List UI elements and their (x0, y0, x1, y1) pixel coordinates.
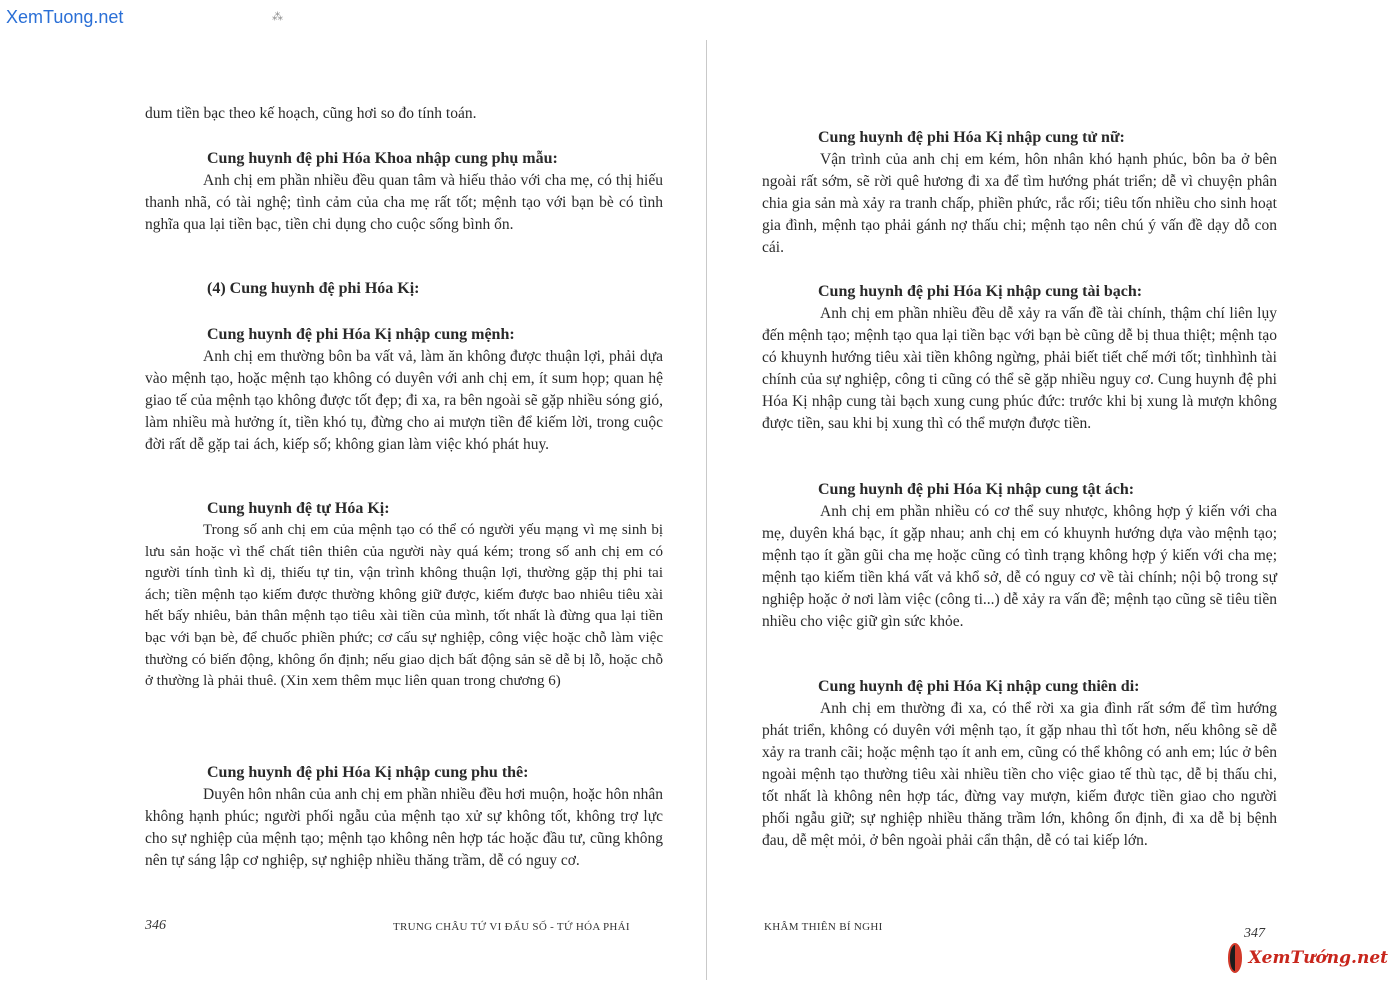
left-page-number: 346 (145, 918, 166, 933)
right-section-1-body: Vận trình của anh chị em kém, hôn nhân khó hạnh phúc, bôn ba ở bên ngoài rất sớm, sẽ rời quê hương đi xa để tìm hướng phát triển; dễ vì chuyện phân chia gia sản mà xảy ra tranh chấp, phiền phức, rắc rối; tiêu tốn nhiều cho sinh hoạt gia đình, mệnh tạo phải gánh nợ thấu chi; mệnh tạo nên chú ý vấn đề dạy dỗ con cái. (762, 151, 1277, 256)
right-section-1-heading: Cung huynh đệ phi Hóa Kị nhập cung tử nữ: (818, 129, 1125, 146)
left-section-2-heading: (4) Cung huynh đệ phi Hóa Kị: (207, 280, 420, 297)
left-section-5-heading: Cung huynh đệ phi Hóa Kị nhập cung phu thê: (207, 764, 529, 781)
right-section-2-body: Anh chị em phần nhiều đều dễ xảy ra vấn đề tài chính, thậm chí liên lụy đến mệnh tạo; mệnh tạo qua lại tiền bạc với bạn bè cũng dễ bị thua thiệt; mệnh tạo có khuynh hướng tiêu xài tiền không ngừng, phải biết tiết chế mới tốt; tìnhhình tài chính của sự nghiệp, công ti cũng có thể sẽ gặp nhiều nguy cơ. Cung huynh đệ phi Hóa Kị nhập cung tài bạch xung cung phúc đức: trước khi bị xung là mượn không được tiền, sau khi bị xung thì có thể mượn được tiền. (762, 305, 1277, 432)
site-watermark[interactable]: XemTuong.net (6, 7, 124, 27)
left-top-line: dum tiền bạc theo kế hoạch, cũng hơi so đo tính toán. (145, 105, 477, 122)
page-fold-divider (706, 40, 707, 980)
left-section-1-body: Anh chị em phần nhiều đều quan tâm và hiếu thảo với cha mẹ, có thị hiếu thanh nhã, có tài nghệ; tình cảm của cha mẹ rất tốt; mệnh tạo với bạn bè có tình nghĩa qua lại tiền bạc, tiền chi dụng cho cuộc sống bình ổn. (145, 172, 663, 233)
site-logo[interactable] (1228, 936, 1388, 980)
right-section-4-heading: Cung huynh đệ phi Hóa Kị nhập cung thiên di: (818, 678, 1140, 695)
left-section-3-heading: Cung huynh đệ phi Hóa Kị nhập cung mệnh: (207, 326, 515, 343)
left-section-4-heading: Cung huynh đệ tự Hóa Kị: (207, 500, 390, 517)
right-section-3-heading: Cung huynh đệ phi Hóa Kị nhập cung tật ách: (818, 481, 1135, 498)
right-section-4-body: Anh chị em thường đi xa, có thể rời xa gia đình rất sớm để tìm hướng phát triển, không có duyên với mệnh tạo, ít gặp nhau thì tốt hơn, nếu không sẽ dễ xảy ra tranh cãi; hoặc mệnh tạo ít anh em, cũng có thể không có anh em; lúc ở bên ngoài mệnh tạo thường tiêu xài nhiều tiền cho việc giao tế thù tạc, dễ bị thấu chi, tốt nhất là không nên hợp tác, đừng vay mượn, kiếm được tiền giao cho người phối ngẫu giữ; sự nghiệp nhiều thăng trầm lớn, không ổn định, đi xa dễ bị bệnh đau, dễ mệt mỏi, ở bên ngoài phải cẩn thận, dễ có tai kiếp lớn. (762, 700, 1277, 849)
left-section-1-heading: Cung huynh đệ phi Hóa Khoa nhập cung phụ mẫu: (207, 150, 558, 167)
left-section-4-body: Trong số anh chị em của mệnh tạo có thể có người yếu mạng vì mẹ sinh bị lưu sản hoặc vì thể chất tiên thiên của người này quá kém; trong số anh chị em có người tính tình kì dị, thiếu tự tin, vận trình không thuận lợi, thường gặp thị phi tai ách; tiền mệnh tạo kiếm được thường không giữ được, kiếm được bao nhiêu tiêu xài hết bấy nhiêu, bản thân mệnh tạo tiêu xài tiền của mình, tốt nhất là đừng qua lại tiền bạc với bạn bè, để chuốc phiền phức; cơ cấu sự nghiệp, công việc hoặc chỗ làm việc thường có biến động, không ổn định; nếu giao dịch bất động sản sẽ dễ bị lỗ, hoặc chỗ ở thường là phải thuê. (Xin xem thêm mục liên quan trong chương 6) (145, 522, 663, 690)
scan-speck: ⁂ (272, 10, 283, 23)
logo-text: XemTướng.net (1248, 948, 1388, 968)
left-section-5-body: Duyên hôn nhân của anh chị em phần nhiều đều hơi muộn, hoặc hôn nhân không hạnh phúc; người phối ngẫu của mệnh tạo xử sự không tốt, không trợ lực cho sự nghiệp của mệnh tạo; mệnh tạo không nên hợp tác hoặc đầu tư, cũng không nên tự sáng lập cơ nghiệp, sự nghiệp nhiều thăng trầm, dễ có nguy cơ. (145, 786, 663, 869)
yin-yang-icon (1228, 943, 1242, 973)
right-page-number: 347 (1244, 926, 1265, 941)
left-page-footer: TRUNG CHÂU TỨ VI ĐẨU SỐ - TỨ HÓA PHÁI (393, 921, 630, 933)
right-section-2-heading: Cung huynh đệ phi Hóa Kị nhập cung tài bạch: (818, 283, 1143, 300)
right-section-3-body: Anh chị em phần nhiều có cơ thể suy nhược, không hợp ý kiến với cha mẹ, duyên khá bạc, ít gặp nhau; anh chị em có khuynh hướng dựa vào mệnh tạo; mệnh tạo ít gần gũi cha mẹ hoặc cũng có tình trạng không hợp ý kiến với cha mẹ; mệnh tạo kiếm tiền khá vất vả khổ sở, dễ có nguy cơ về tài chính; nội bộ trong sự nghiệp hoặc ở nơi làm việc (công ti...) dễ xảy ra vấn đề; mệnh tạo cũng sẽ tiêu tiền nhiều cho việc giữ gìn sức khỏe. (762, 503, 1277, 630)
right-page-footer: KHÂM THIÊN BÍ NGHI (764, 921, 883, 933)
left-section-3-body: Anh chị em thường bôn ba vất vả, làm ăn không được thuận lợi, phải dựa vào mệnh tạo, hoặc mệnh tạo không có duyên với anh chị em, ít sum họp; quan hệ giao tế của mệnh tạo không được tốt đẹp; đi xa, ra bên ngoài sẽ gặp nhiều sóng gió, làm nhiều mà hưởng ít, tiền khó tụ, đừng cho ai mượn tiền để kiếm lời, trong cuộc đời rất dễ gặp tai ách, kiếp số; không gian làm việc khó phát huy. (145, 348, 663, 453)
